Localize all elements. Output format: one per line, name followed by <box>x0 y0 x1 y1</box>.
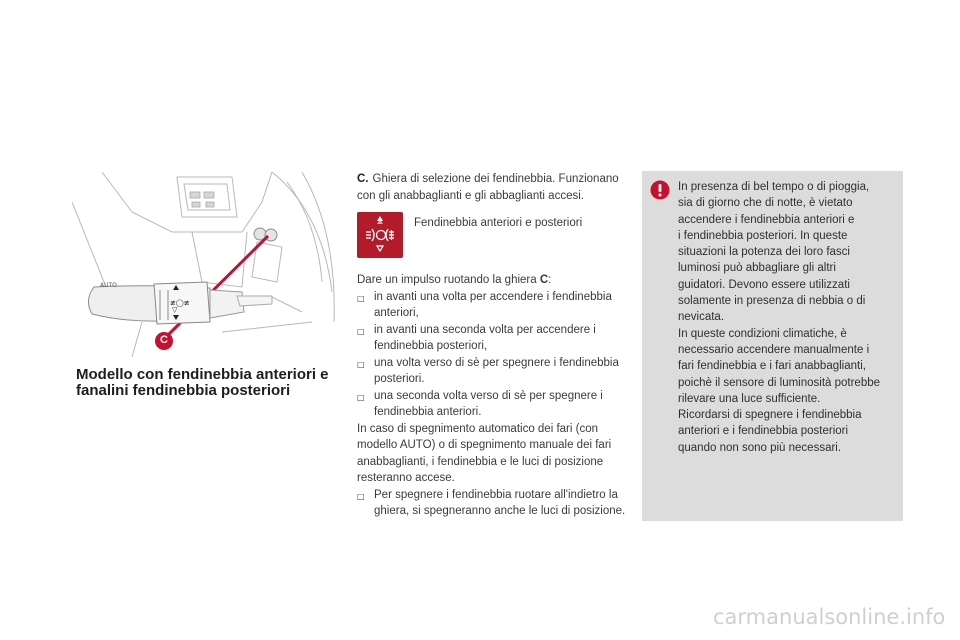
warning-line: fari fendinebbia e i fari anabbaglianti, <box>678 360 866 373</box>
warning-icon <box>650 180 670 200</box>
fog-icon-caption: Fendinebbia anteriori e posteriori <box>414 217 583 229</box>
svg-text:AUTO: AUTO <box>100 282 117 289</box>
instruction-intro <box>357 272 627 289</box>
intro-bold-c: C <box>539 274 549 286</box>
warning-line: situazioni la potenza dei loro fasci <box>678 246 850 259</box>
warning-line: nevicata. <box>678 311 725 324</box>
warning-line: quando non sono più necessari. <box>678 441 842 454</box>
svg-text:≢◯≢: ≢◯≢ <box>170 299 190 307</box>
bullet-icon: □ <box>357 359 365 369</box>
fog-icon-row <box>357 212 627 264</box>
intro-suffix: : <box>548 274 552 286</box>
front-rear-fog-lights-icon <box>357 212 403 258</box>
list-item: □ in avanti una volta per accendere i fendinebbia anteriori, <box>357 290 612 319</box>
warning-line: poichè il sensore di luminosità potrebbe <box>678 376 881 389</box>
instruction-list <box>357 289 627 421</box>
warning-line: accendere i fendinebbia anteriori e <box>678 213 855 226</box>
warning-line: rilevare una luce sufficiente. <box>678 392 821 405</box>
c-label: C. <box>357 173 369 185</box>
list-item: □ in avanti una seconda volta per accendere i fendinebbia posteriori, <box>357 323 596 352</box>
list-item: □ Per spegnere i fendinebbia ruotare all'indietro la ghiera, si spegneranno anche le luci di posizione. <box>357 488 626 517</box>
warning-line: i fendinebbia posteriori. In queste <box>678 229 848 242</box>
svg-text:▽: ▽ <box>172 306 178 314</box>
warning-line: necessario accendere manualmente i <box>678 343 870 356</box>
warning-line: luminosi può abbagliare gli altri <box>678 262 836 275</box>
c-description <box>357 171 627 204</box>
watermark: carmanualsonline.info <box>713 605 946 629</box>
intro-prefix: Dare un impulso ruotando la ghiera <box>357 274 540 286</box>
bullet-icon: □ <box>357 326 365 336</box>
middle-column <box>357 171 627 520</box>
warning-text <box>678 179 900 456</box>
bullet-icon: □ <box>357 392 365 402</box>
callout-label-c: C <box>160 334 168 346</box>
warning-line: In presenza di bel tempo o di pioggia, <box>678 181 870 193</box>
warning-line: guidatori. Devono essere utilizzati <box>678 278 850 291</box>
warning-box <box>642 171 903 521</box>
warning-line: solamente in presenza di nebbia o di <box>678 295 866 308</box>
warning-line: sia di giorno che di notte, è vietato <box>678 197 853 210</box>
auto-off-paragraph: In caso di spegnimento automatico dei fari (con modello AUTO) o di spegnimento manuale dei fari anabbaglianti, i fendinebbia e le luci di posizione resteranno accese. <box>357 422 612 484</box>
warning-line: Ricordarsi di spegnere i fendinebbia <box>678 409 862 422</box>
section-title: Modello con fendinebbia anteriori e fanalini fendinebbia posteriori <box>76 366 329 399</box>
auto-off-list <box>357 487 627 520</box>
stalk-illustration <box>72 172 337 357</box>
list-item: □ una seconda volta verso di sè per spegnere i fendinebbia anteriori. <box>357 389 603 418</box>
warning-line: In queste condizioni climatiche, è <box>678 327 847 340</box>
bullet-icon: □ <box>357 293 365 303</box>
c-text: Ghiera di selezione dei fendinebbia. Funzionano con gli anabbaglianti e gli abbaglianti accesi. <box>357 173 619 202</box>
list-item: □ una volta verso di sè per spegnere i fendinebbia posteriori. <box>357 356 619 385</box>
bullet-icon: □ <box>357 491 365 501</box>
warning-line: anteriori e i fendinebbia posteriori <box>678 425 849 438</box>
